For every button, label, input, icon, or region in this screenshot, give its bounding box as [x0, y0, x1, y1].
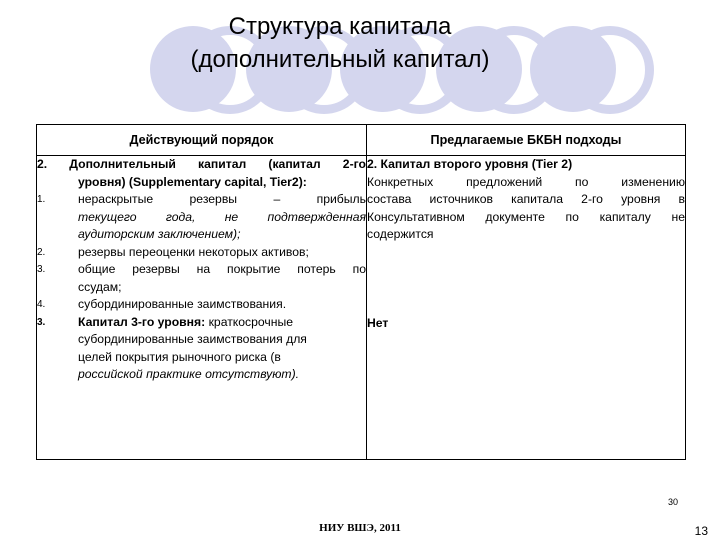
footer-text: НИУ ВШЭ, 2011 — [319, 522, 401, 534]
list-item-number: 1. — [37, 194, 46, 205]
header-current: Действующий порядок — [37, 125, 367, 156]
list-item-number: 4. — [37, 299, 46, 310]
list-item — [37, 296, 366, 314]
list-item-text: нераскрытые резервы – прибыль — [78, 192, 366, 206]
left-heading-line-1: 2. Дополнительный капитал (капитал 2-го — [37, 157, 366, 171]
list-item — [37, 191, 366, 244]
list-item-text: текущего года, не подтвержденная — [78, 209, 366, 224]
table-body-row — [37, 156, 686, 460]
slide-title — [100, 10, 580, 76]
right-text-line: содержится — [367, 227, 434, 241]
table-header-row — [37, 125, 686, 156]
right-heading: 2. Капитал второго уровня (Tier 2) — [367, 157, 573, 171]
title-line-1: Структура капитала — [228, 13, 452, 40]
list-item-number: 3. — [37, 264, 46, 275]
tier3-text-line: целей покрытия рыночного риска (в — [78, 349, 281, 364]
tier3-text: краткосрочные — [205, 314, 294, 329]
comparison-table — [36, 124, 686, 460]
left-heading-line-2: уровня) (Supplementary capital, Tier2): — [78, 174, 307, 189]
tier3-label: Капитал 3-го уровня: — [78, 314, 206, 329]
list-item-text: аудиторским заключением); — [78, 227, 241, 241]
slide-number: 13 — [694, 524, 708, 538]
header-proposed: Предлагаемые БКБН подходы — [367, 125, 686, 156]
list-item-text: ссудам; — [78, 279, 122, 294]
tier3-text-line: российской практике отсутствуют). — [78, 367, 300, 381]
proposed-column — [367, 156, 686, 460]
tier3-number: 3. — [37, 316, 46, 328]
right-text-line: Конкретных предложений по изменению — [367, 174, 685, 189]
current-column — [37, 156, 367, 460]
tier3-text-line: субординированные заимствования для — [78, 332, 307, 346]
list-item-text: резервы переоценки некоторых активов; — [78, 244, 309, 259]
right-text-line: состава источников капитала 2-го уровня в — [367, 192, 685, 206]
list-item-text: общие резервы на покрытие потерь по — [78, 262, 366, 276]
page-number: 30 — [667, 497, 678, 507]
list-item — [37, 244, 366, 262]
tier3-answer: Нет — [367, 315, 389, 330]
list-item-text: субординированные заимствования. — [78, 297, 287, 311]
right-text-line: Консультативном документе по капиталу не — [367, 209, 685, 224]
tier3-item — [37, 314, 366, 384]
list-item — [37, 261, 366, 296]
title-line-2: (дополнительный капитал) — [190, 46, 490, 73]
list-item-number: 2. — [37, 246, 46, 258]
